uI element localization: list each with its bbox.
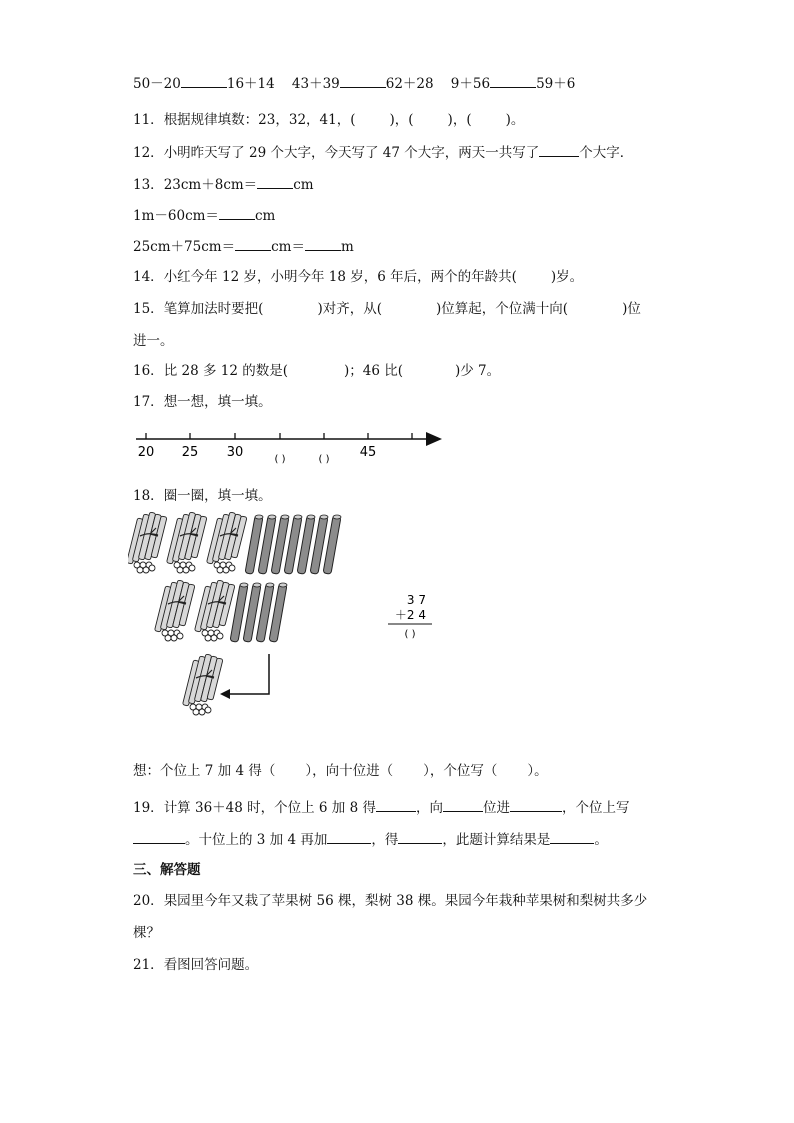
q13-unit-3: m	[340, 239, 354, 255]
q13-blank-4[interactable]	[305, 238, 341, 251]
q15-text-a: 笔算加法时要把(	[163, 301, 264, 317]
q11-line	[133, 108, 524, 128]
q20-number: 20．	[133, 893, 164, 909]
q18-think-d: ）。	[527, 763, 548, 779]
q19-text-d: ，个位上写	[561, 800, 630, 816]
bundle-5	[195, 580, 235, 641]
q18-text: 圈一圈，填一填。	[163, 488, 272, 504]
q15-text-c: )位算起，个位满十向(	[436, 301, 569, 317]
q13-line-1	[133, 173, 314, 193]
q11-sep-1: )，(	[389, 112, 414, 128]
q10-expr-e: 9＋56	[450, 76, 491, 92]
q19-text-e: 。十位上的 3 加 4 再加	[185, 832, 328, 848]
q10-blank-2[interactable]	[340, 75, 386, 88]
q15-text-b: )对齐，从(	[317, 301, 383, 317]
sticks-illustration	[128, 508, 368, 718]
carry-arrow-head	[220, 689, 230, 699]
q16-text-c: )少 7。	[455, 363, 501, 379]
q10-blank-1[interactable]	[181, 75, 227, 88]
q19-blank-6[interactable]	[398, 831, 442, 844]
number-line	[130, 424, 450, 468]
q14-line	[133, 265, 583, 285]
q19-text-f: ，得	[371, 832, 399, 848]
q11-sep-3: )。	[505, 112, 525, 128]
q20-text-1: 果园里今年又栽了苹果树 56 棵，梨树 38 棵。果园今年栽种苹果树和梨树共多少	[163, 893, 648, 909]
q11-number: 11．	[133, 112, 164, 128]
q14-number: 14．	[133, 269, 164, 285]
number-line-arrow	[426, 432, 442, 446]
section-3-heading: 三、解答题	[133, 862, 201, 878]
tick-label-45: 45	[359, 445, 377, 460]
q15-text-d: )位	[622, 301, 641, 317]
q19-blank-3[interactable]	[510, 799, 562, 812]
tick-label-30: 30	[226, 445, 244, 460]
q10-expr-d: 62＋28	[385, 76, 434, 92]
number-line-blank-2[interactable]: ( )	[318, 454, 330, 465]
addend-2: ＋2 4	[394, 608, 426, 622]
q20-text-2: 棵？	[133, 925, 160, 941]
q17-line	[133, 390, 272, 410]
tick-label-20: 20	[137, 445, 155, 460]
bundle-4	[155, 580, 195, 641]
q12-line	[133, 141, 633, 161]
bundle-2	[167, 512, 207, 573]
q13-expr-1: 23cm＋8cm＝	[163, 177, 258, 193]
bundle-3	[207, 512, 247, 573]
q13-unit-2: cm	[254, 208, 276, 224]
q12-blank[interactable]	[539, 144, 579, 157]
q16-text-b: )；46 比(	[343, 363, 403, 379]
q13-blank-2[interactable]	[219, 207, 255, 220]
q10-expr-b: 16＋14	[226, 76, 275, 92]
q18-number: 18．	[133, 488, 164, 504]
q14-text: 小红今年 12 岁，小明今年 18 岁，6 年后，两个的年龄共(	[163, 269, 517, 285]
q16-line	[133, 359, 500, 379]
number-line-blank-1[interactable]: ( )	[274, 454, 286, 465]
q15-line-2	[133, 329, 174, 349]
q11-sep-2: )，(	[447, 112, 472, 128]
q18-think-line	[133, 759, 548, 779]
q13-line-3	[133, 235, 354, 255]
q17-number: 17．	[133, 394, 164, 410]
q20-line-2	[133, 921, 160, 941]
q15-number: 15．	[133, 301, 164, 317]
q19-text-c: 位进	[482, 800, 510, 816]
q16-number: 16．	[133, 363, 164, 379]
q19-text-a: 计算 36＋48 时，个位上 6 加 8 得	[163, 800, 376, 816]
q12-tail: 个大字．	[579, 145, 634, 161]
q21-line	[133, 953, 258, 973]
q11-text: 根据规律填数：23，32，41，(	[163, 112, 356, 128]
q14-tail: )岁。	[550, 269, 584, 285]
q20-line-1	[133, 889, 647, 909]
q15-line-1	[133, 297, 641, 317]
q15-text-line2: 进一。	[133, 333, 174, 349]
addition-result[interactable]: ( )	[404, 629, 416, 640]
q13-line-2	[133, 204, 275, 224]
vertical-addition	[384, 590, 444, 646]
q18-think-a: 想：个位上 7 加 4 得（	[133, 763, 276, 779]
q19-text-b: ，向	[415, 800, 443, 816]
q19-line-2	[133, 828, 608, 848]
q21-number: 21．	[133, 957, 164, 973]
q18-line	[133, 484, 272, 504]
q13-blank-3[interactable]	[235, 238, 271, 251]
addend-1: 3 7	[406, 593, 426, 607]
q13-number: 13．	[133, 177, 164, 193]
q10-expr-f: 59＋6	[536, 76, 576, 92]
q13-expr-2: 1m－60cm＝	[133, 208, 219, 224]
q13-expr-3: 25cm＋75cm＝	[133, 239, 236, 255]
q21-text: 看图回答问题。	[163, 957, 259, 973]
q19-blank-4[interactable]	[133, 831, 185, 844]
q19-text-h: 。	[594, 832, 608, 848]
q19-text-g: ，此题计算结果是	[442, 832, 551, 848]
bundle-1	[128, 512, 167, 573]
q13-mid-3: cm＝	[271, 239, 305, 255]
q19-blank-1[interactable]	[376, 799, 416, 812]
q19-blank-7[interactable]	[550, 831, 594, 844]
q10-expr-a: 50－20	[133, 76, 181, 92]
q12-number: 12．	[133, 145, 164, 161]
carry-arrow-line	[228, 654, 269, 694]
q13-blank-1[interactable]	[257, 176, 293, 189]
q16-text-a: 比 28 多 12 的数是(	[163, 363, 288, 379]
q10-blank-3[interactable]	[490, 75, 536, 88]
q10-row	[133, 72, 575, 92]
tick-label-25: 25	[181, 445, 199, 460]
q17-text: 想一想，填一填。	[163, 394, 272, 410]
q19-number: 19．	[133, 800, 164, 816]
q10-expr-c: 43＋39	[291, 76, 340, 92]
q12-text: 小明昨天写了 29 个大字，今天写了 47 个大字，两天一共写了	[163, 145, 540, 161]
q13-unit-1: cm	[293, 177, 314, 193]
q19-blank-2[interactable]	[443, 799, 483, 812]
q18-think-b: ），向十位进（	[305, 763, 394, 779]
q19-line-1	[133, 796, 629, 816]
bundle-carried	[183, 654, 223, 715]
q19-blank-5[interactable]	[327, 831, 371, 844]
q18-think-c: ），个位写（	[423, 763, 498, 779]
